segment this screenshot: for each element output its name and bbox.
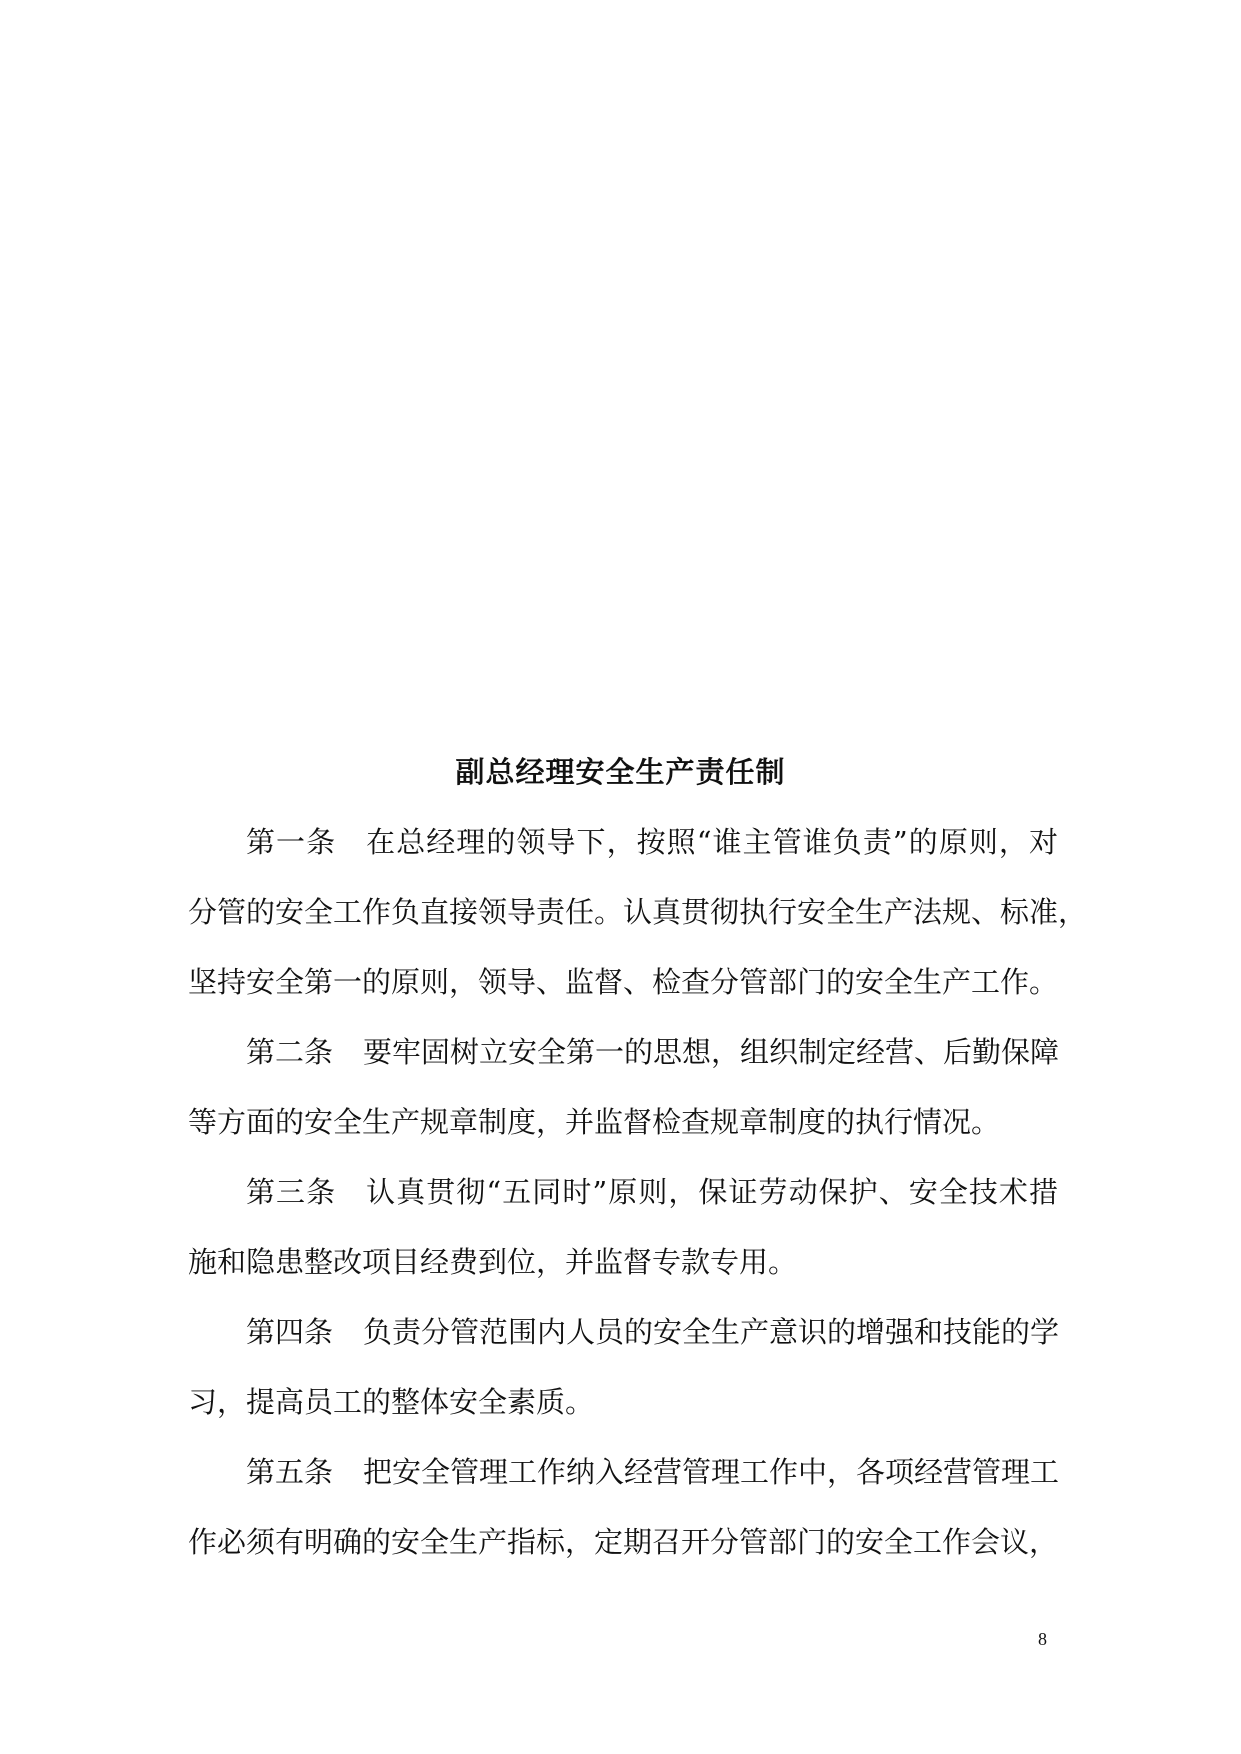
article-5-text-1: 把安全管理工作纳入经营管理工作中，各项经营管理工 — [363, 1455, 1060, 1489]
article-1-line-1 — [246, 822, 1058, 862]
article-3-text-1: 认真贯彻“五同时”原则，保证劳动保护、安全技术措 — [366, 1175, 1058, 1209]
article-3-label: 第三条 — [246, 1175, 337, 1209]
article-2-line-1 — [246, 1032, 1058, 1072]
article-4-line-2: 习，提高员工的整体安全素质。 — [188, 1385, 595, 1419]
page-number: 8 — [1038, 1629, 1047, 1649]
article-5-line-1 — [246, 1452, 1058, 1492]
document-title: 副总经理安全生产责任制 — [455, 755, 786, 789]
article-1-text-1: 在总经理的领导下，按照“谁主管谁负责”的原则，对 — [366, 825, 1058, 859]
article-3-line-1 — [246, 1172, 1058, 1212]
article-4-text-1: 负责分管范围内人员的安全生产意识的增强和技能的学 — [363, 1315, 1060, 1349]
article-1-label: 第一条 — [246, 825, 337, 859]
article-4-label: 第四条 — [246, 1315, 334, 1349]
article-1-line-3: 坚持安全第一的原则，领导、监督、检查分管部门的安全生产工作。 — [188, 965, 1059, 999]
article-5-line-2: 作必须有明确的安全生产指标，定期召开分管部门的安全工作会议， — [188, 1525, 1059, 1559]
article-5-label: 第五条 — [246, 1455, 334, 1489]
article-2-text-1: 要牢固树立安全第一的思想，组织制定经营、后勤保障 — [363, 1035, 1060, 1069]
article-2-label: 第二条 — [246, 1035, 334, 1069]
article-2-line-2: 等方面的安全生产规章制度，并监督检查规章制度的执行情况。 — [188, 1105, 1001, 1139]
article-1-line-2: 分管的安全工作负直接领导责任。认真贯彻执行安全生产法规、标准， — [188, 895, 1088, 929]
article-4-line-1 — [246, 1312, 1058, 1352]
article-3-line-2: 施和隐患整改项目经费到位，并监督专款专用。 — [188, 1245, 798, 1279]
